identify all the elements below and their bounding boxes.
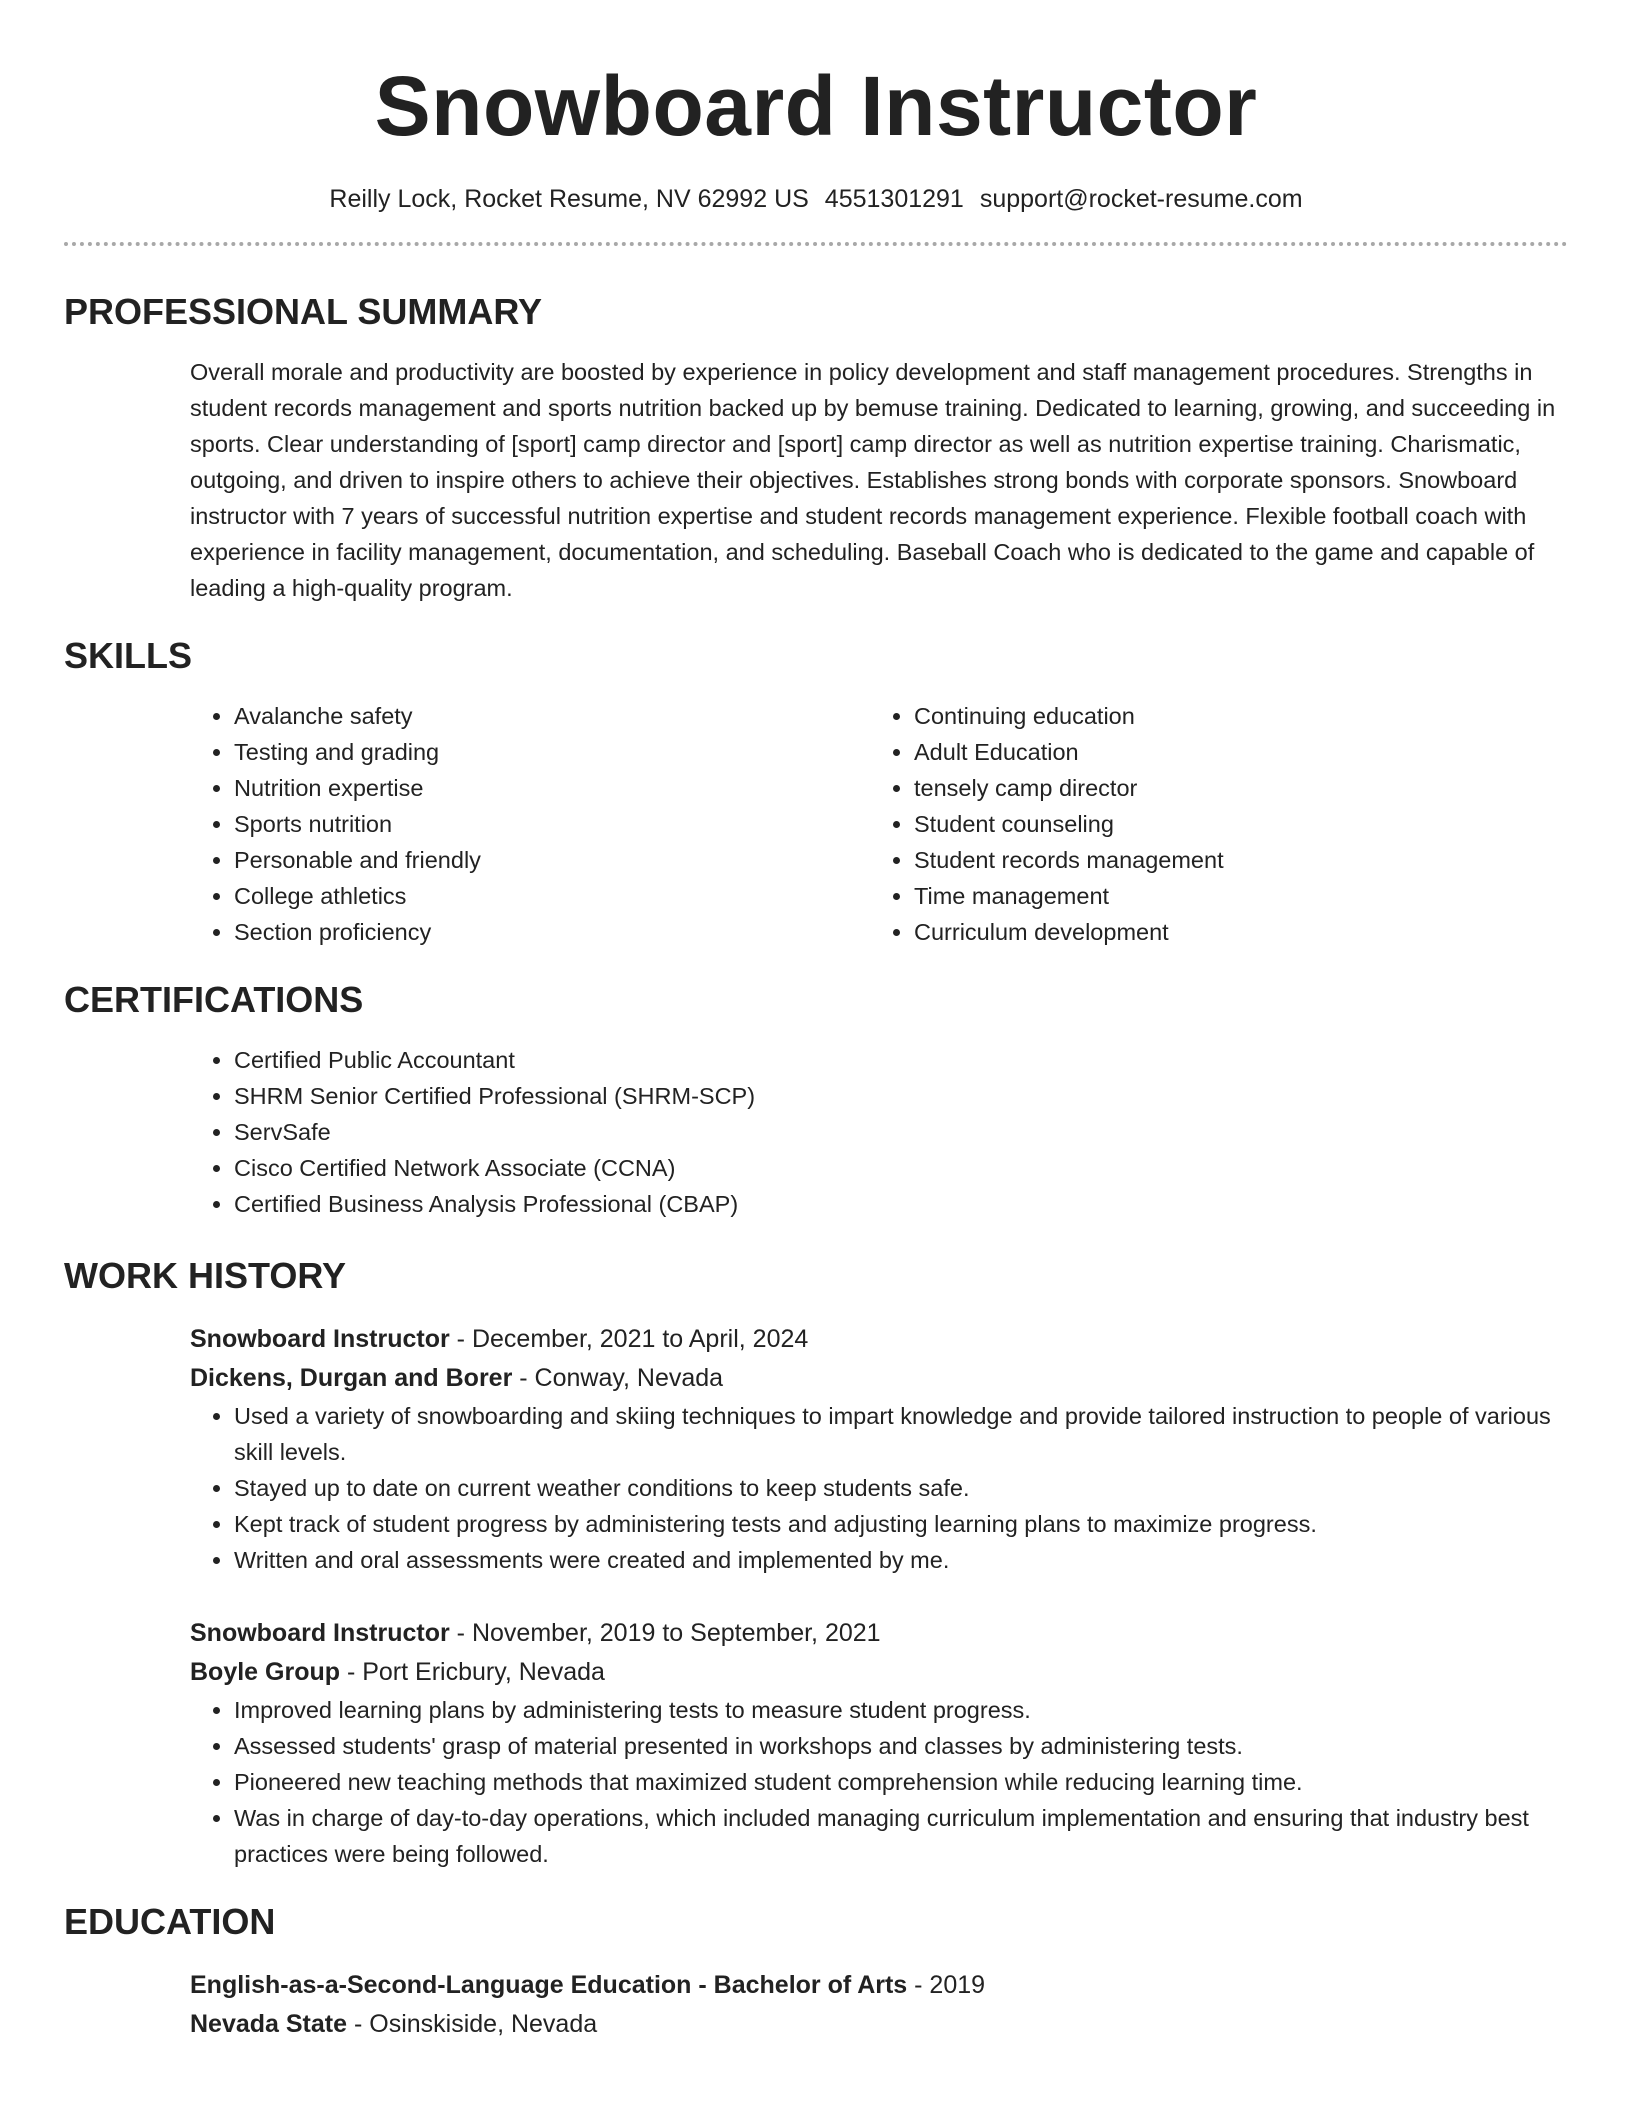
resume-name: Snowboard Instructor bbox=[374, 59, 1258, 153]
skill-item: • Personable and friendly bbox=[234, 842, 870, 878]
job-duties bbox=[190, 1692, 1568, 1872]
job-entry bbox=[190, 1614, 1568, 1872]
job-dates: - December, 2021 to April, 2024 bbox=[449, 1325, 809, 1353]
job-location: - Port Ericbury, Nevada bbox=[340, 1658, 605, 1686]
skill-item: • Time management bbox=[914, 878, 1550, 914]
skill-item: • Continuing education bbox=[914, 698, 1550, 734]
education-school-line bbox=[190, 2005, 1568, 2044]
skills-list-right bbox=[870, 698, 1550, 950]
certifications-list bbox=[190, 1042, 1568, 1222]
certifications-heading: CERTIFICATIONS bbox=[64, 979, 364, 1020]
job-role: Snowboard Instructor bbox=[190, 1325, 450, 1353]
certification-item: • Certified Public Accountant bbox=[234, 1042, 1568, 1078]
contact-line bbox=[64, 182, 1568, 216]
job-duty: • Kept track of student progress by administering tests and adjusting learning plans to maximize progress. bbox=[234, 1506, 1568, 1542]
certification-item: • Cisco Certified Network Associate (CCNA) bbox=[234, 1150, 1568, 1186]
education-degree: English-as-a-Second-Language Education - Bachelor of Arts bbox=[190, 1971, 908, 1999]
work-history-heading: WORK HISTORY bbox=[64, 1255, 347, 1296]
certifications-block bbox=[190, 1042, 1568, 1222]
job-title-line bbox=[190, 1320, 1568, 1359]
education-degree-line bbox=[190, 1966, 1568, 2005]
skills-list-left bbox=[190, 698, 870, 950]
job-entry bbox=[190, 1320, 1568, 1578]
education-year: - 2019 bbox=[907, 1971, 986, 1999]
job-duty: • Improved learning plans by administering tests to measure student progress. bbox=[234, 1692, 1568, 1728]
job-company: Boyle Group bbox=[190, 1658, 341, 1686]
skills-column-right bbox=[870, 698, 1550, 950]
education-location: - Osinskiside, Nevada bbox=[347, 2010, 598, 2038]
job-role: Snowboard Instructor bbox=[190, 1619, 450, 1647]
contact-email: support@rocket-resume.com bbox=[979, 185, 1303, 213]
skills-grid bbox=[190, 698, 1568, 950]
skill-item: • Sports nutrition bbox=[234, 806, 870, 842]
skill-item: • Testing and grading bbox=[234, 734, 870, 770]
job-company-line bbox=[190, 1359, 1568, 1398]
job-dates: - November, 2019 to September, 2021 bbox=[449, 1619, 881, 1647]
job-duties bbox=[190, 1398, 1568, 1578]
skill-item: • Curriculum development bbox=[914, 914, 1550, 950]
skill-item: • Adult Education bbox=[914, 734, 1550, 770]
education-entry bbox=[190, 1966, 1568, 2044]
job-title-line bbox=[190, 1614, 1568, 1653]
education-school: Nevada State bbox=[190, 2010, 348, 2038]
contact-address: Reilly Lock, Rocket Resume, NV 62992 US bbox=[329, 185, 809, 213]
header-divider bbox=[64, 242, 1568, 246]
skill-item: • Student counseling bbox=[914, 806, 1550, 842]
skill-item: • Section proficiency bbox=[234, 914, 870, 950]
summary-heading: PROFESSIONAL SUMMARY bbox=[64, 291, 543, 332]
summary-text: Overall morale and productivity are boosted by experience in policy development and staff management procedures. Strengths in student records management and sports nutrition backed up by bemuse training. Dedicated to learning, growing, and succeeding in sports. Clear understanding of [sport] camp director and [sport] camp director as well as nutrition expertise training. Charismatic, outgoing, and driven to inspire others to achieve their objectives. Establishes strong bonds with corporate sponsors. Snowboard instructor with 7 years of successful nutrition expertise and student records management experience. Flexible football coach with experience in facility management, documentation, and scheduling. Baseball Coach who is dedicated to the game and capable of leading a high-quality program. bbox=[190, 359, 1556, 601]
education-heading: EDUCATION bbox=[64, 1901, 276, 1942]
certification-item: • SHRM Senior Certified Professional (SHRM-SCP) bbox=[234, 1078, 1568, 1114]
skills-heading: SKILLS bbox=[64, 635, 193, 676]
job-duty: • Was in charge of day-to-day operations, which included managing curriculum implementation and ensuring that industry best practices were being followed. bbox=[234, 1800, 1568, 1872]
job-duty: • Stayed up to date on current weather conditions to keep students safe. bbox=[234, 1470, 1568, 1506]
skill-item: • tensely camp director bbox=[914, 770, 1550, 806]
job-duty: • Assessed students' grasp of material presented in workshops and classes by administering tests. bbox=[234, 1728, 1568, 1764]
job-duty: • Pioneered new teaching methods that maximized student comprehension while reducing learning time. bbox=[234, 1764, 1568, 1800]
skill-item: • Avalanche safety bbox=[234, 698, 870, 734]
skill-item: • Student records management bbox=[914, 842, 1550, 878]
job-duty: • Used a variety of snowboarding and skiing techniques to impart knowledge and provide tailored instruction to people of various skill levels. bbox=[234, 1398, 1568, 1470]
job-company-line bbox=[190, 1653, 1568, 1692]
job-company: Dickens, Durgan and Borer bbox=[190, 1364, 513, 1392]
job-location: - Conway, Nevada bbox=[512, 1364, 724, 1392]
skill-item: • Nutrition expertise bbox=[234, 770, 870, 806]
certification-item: • Certified Business Analysis Professional (CBAP) bbox=[234, 1186, 1568, 1222]
skills-column-left bbox=[190, 698, 870, 950]
contact-phone: 4551301291 bbox=[824, 185, 964, 213]
certification-item: • ServSafe bbox=[234, 1114, 1568, 1150]
skill-item: • College athletics bbox=[234, 878, 870, 914]
job-duty: • Written and oral assessments were created and implemented by me. bbox=[234, 1542, 1568, 1578]
